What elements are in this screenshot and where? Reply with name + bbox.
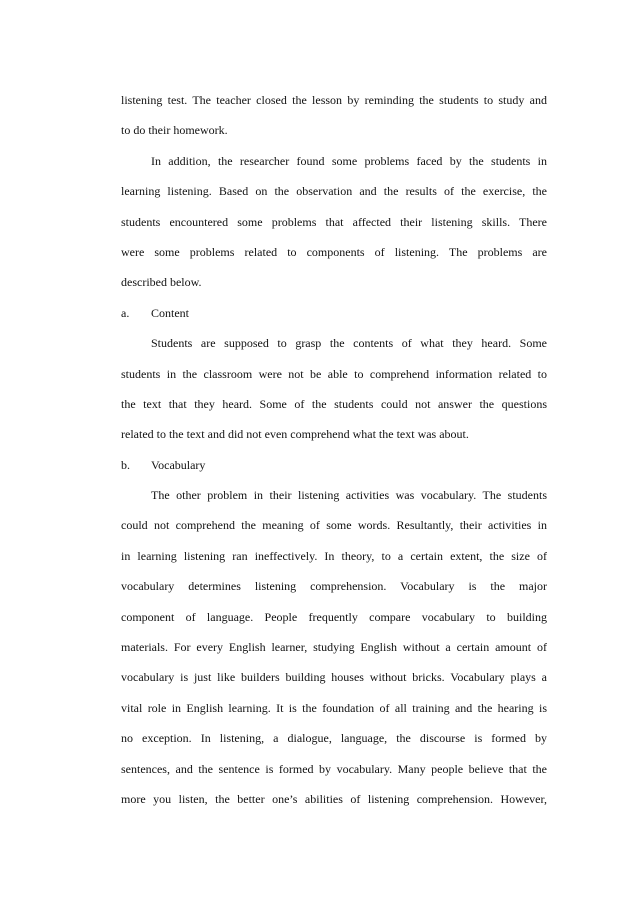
text-line: materials. For every English learner, studying English without a certain amount of bbox=[121, 640, 547, 655]
section-heading-vocabulary bbox=[121, 456, 547, 478]
text-line: were some problems related to components of listening. The problems are bbox=[121, 244, 547, 259]
text-line: in learning listening ran ineffectively. In theory, to a certain extent, the size of bbox=[121, 548, 547, 563]
text-line: could not comprehend the meaning of some words. Resultantly, their activities in bbox=[121, 518, 547, 533]
text-line: to do their homework. bbox=[121, 123, 228, 138]
text-line: Students are supposed to grasp the contents of what they heard. Some bbox=[151, 336, 547, 351]
text-line: listening test. The teacher closed the lesson by reminding the students to study and bbox=[121, 93, 547, 107]
text-line: The other problem in their listening activities was vocabulary. The students bbox=[151, 488, 547, 503]
section-heading-content bbox=[121, 304, 547, 326]
section-title: Vocabulary bbox=[151, 457, 206, 472]
text-line: learning listening. Based on the observation and the results of the exercise, the bbox=[121, 184, 547, 199]
text-line: described below. bbox=[121, 275, 202, 290]
section-marker: b. bbox=[121, 457, 130, 472]
text-line: sentences, and the sentence is formed by vocabulary. Many people believe that the bbox=[121, 761, 547, 776]
body-text bbox=[121, 91, 547, 820]
text-line: In addition, the researcher found some problems faced by the students in bbox=[151, 153, 547, 168]
text-line: students in the classroom were not be able to comprehend information related to bbox=[121, 366, 547, 381]
text-line: more you listen, the better one’s abilities of listening comprehension. However, bbox=[121, 791, 547, 806]
text-line: component of language. People frequently compare vocabulary to building bbox=[121, 609, 547, 624]
text-line: students encountered some problems that affected their listening skills. There bbox=[121, 214, 547, 229]
text-line: vital role in English learning. It is the foundation of all training and the hearing is bbox=[121, 700, 547, 715]
text-line: vocabulary is just like builders building houses without bricks. Vocabulary plays a bbox=[121, 670, 547, 685]
text-line: the text that they heard. Some of the students could not answer the questions bbox=[121, 396, 547, 411]
section-marker: a. bbox=[121, 305, 130, 320]
section-title: Content bbox=[151, 305, 189, 320]
text-line: related to the text and did not even comprehend what the text was about. bbox=[121, 427, 469, 442]
text-line: vocabulary determines listening comprehension. Vocabulary is the major bbox=[121, 579, 547, 594]
text-line: no exception. In listening, a dialogue, language, the discourse is formed by bbox=[121, 731, 547, 746]
